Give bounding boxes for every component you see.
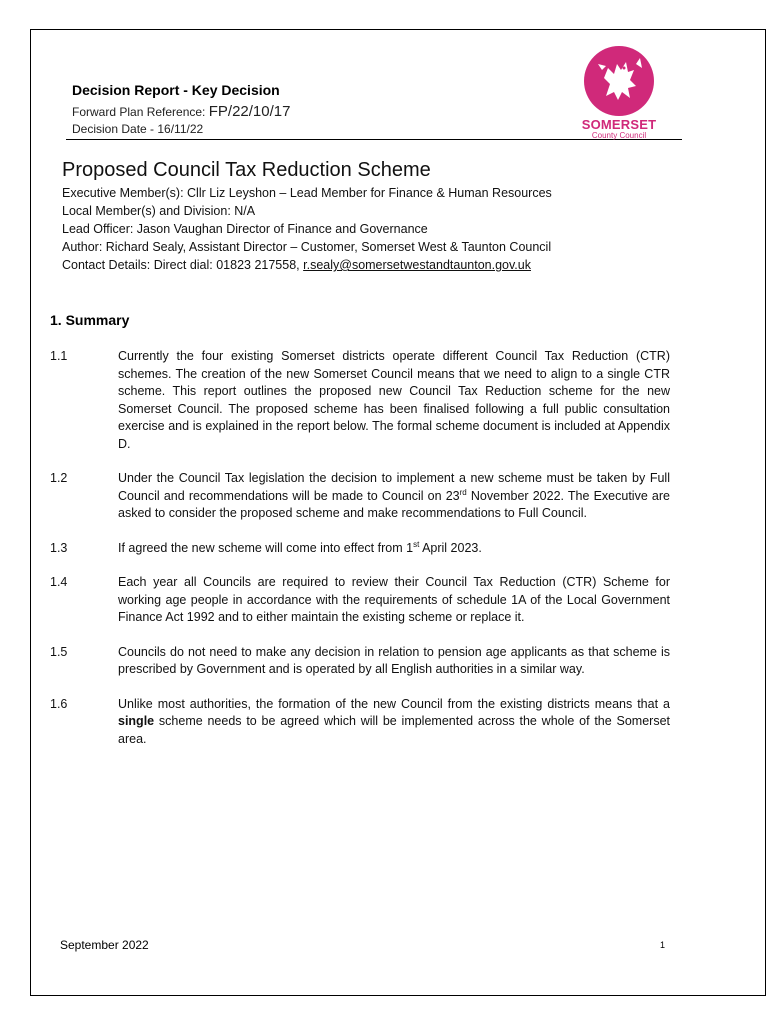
summary-items [50, 348, 670, 765]
ordinal-suffix: rd [459, 487, 467, 497]
item-text-bold: single [118, 714, 155, 728]
item-text-part: If agreed the new scheme will come into effect from 1 [118, 540, 414, 555]
summary-item-1-6 [50, 696, 670, 749]
decision-date: Decision Date - 16/11/22 [72, 122, 204, 136]
item-text-part: Under the Council Tax legislation the decision to implement a new scheme must be taken by Full Council and recommendations will be made to Council on 23 [118, 471, 670, 503]
summary-item-1-1 [50, 348, 670, 453]
item-number: 1.5 [50, 644, 68, 659]
item-text-part: scheme needs to be agreed which will be implemented across the whole of the Somerset area. [118, 714, 670, 746]
forward-plan-reference [72, 103, 290, 120]
report-type-heading: Decision Report - Key Decision [72, 82, 280, 98]
ordinal-suffix: st [413, 539, 420, 549]
item-number: 1.1 [50, 349, 68, 363]
item-number: 1.3 [50, 540, 68, 555]
item-number: 1.2 [50, 471, 68, 485]
item-text [118, 540, 670, 558]
contact-details [62, 256, 552, 274]
local-members: Local Member(s) and Division: N/A [62, 204, 256, 218]
item-text [118, 696, 670, 749]
footer-date: September 2022 [60, 938, 149, 952]
wyvern-icon [584, 46, 654, 116]
item-number: 1.6 [50, 696, 68, 711]
item-text-part: November 2022. The Executive are asked to consider the proposed scheme and make recommendations to Full Council. [118, 488, 670, 520]
summary-item-1-4 [50, 574, 670, 627]
summary-heading: 1. Summary [50, 312, 130, 328]
forward-plan-label: Forward Plan Reference: [72, 105, 209, 119]
contact-label: Contact Details: Direct dial: 01823 217558, [62, 258, 304, 272]
summary-item-1-5 [50, 644, 670, 679]
document-meta [62, 184, 552, 274]
forward-plan-value: FP/22/10/17 [208, 103, 291, 120]
item-text: Councils do not need to make any decision in relation to pension age applicants as that scheme is prescribed by Government and is operated by all English authorities in a similar way. [118, 644, 670, 676]
document-title: Proposed Council Tax Reduction Scheme [62, 159, 431, 181]
item-number: 1.4 [50, 575, 68, 589]
item-text: Each year all Councils are required to review their Council Tax Reduction (CTR) Scheme for working age people in accordance with the requirements of schedule 1A of the Local Government Finance Act 1992 and to either maintain the existing scheme or replace it. [118, 575, 670, 624]
summary-item-1-2 [50, 470, 670, 523]
item-text: Currently the four existing Somerset districts operate different Council Tax Reduction (CTR) schemes. The creation of the new Somerset Council means that we need to align to a single CTR scheme. This report outlines the proposed new Council Tax Reduction scheme for the new Somerset Council. The proposed scheme has been finalised following a full public consultation exercise and is explained in the report below. The formal scheme document is included at Appendix D. [118, 349, 670, 451]
logo-name: SOMERSET [581, 117, 657, 132]
executive-members: Executive Member(s): Cllr Liz Leyshon – Lead Member for Finance & Human Resources [62, 186, 552, 200]
somerset-logo [578, 46, 660, 140]
page-number: 1 [660, 940, 666, 950]
summary-item-1-3 [50, 540, 670, 558]
item-text [118, 470, 670, 523]
author: Author: Richard Sealy, Assistant Director – Customer, Somerset West & Taunton Council [62, 240, 552, 254]
item-text-part: Unlike most authorities, the formation of the new Council from the existing districts means that a [118, 696, 670, 711]
contact-email-link[interactable]: r.sealy@somersetwestandtaunton.gov.uk [303, 258, 531, 272]
logo-subtitle: County Council [591, 131, 647, 140]
lead-officer: Lead Officer: Jason Vaughan Director of Finance and Governance [62, 222, 428, 236]
item-text-part: April 2023. [419, 540, 482, 555]
